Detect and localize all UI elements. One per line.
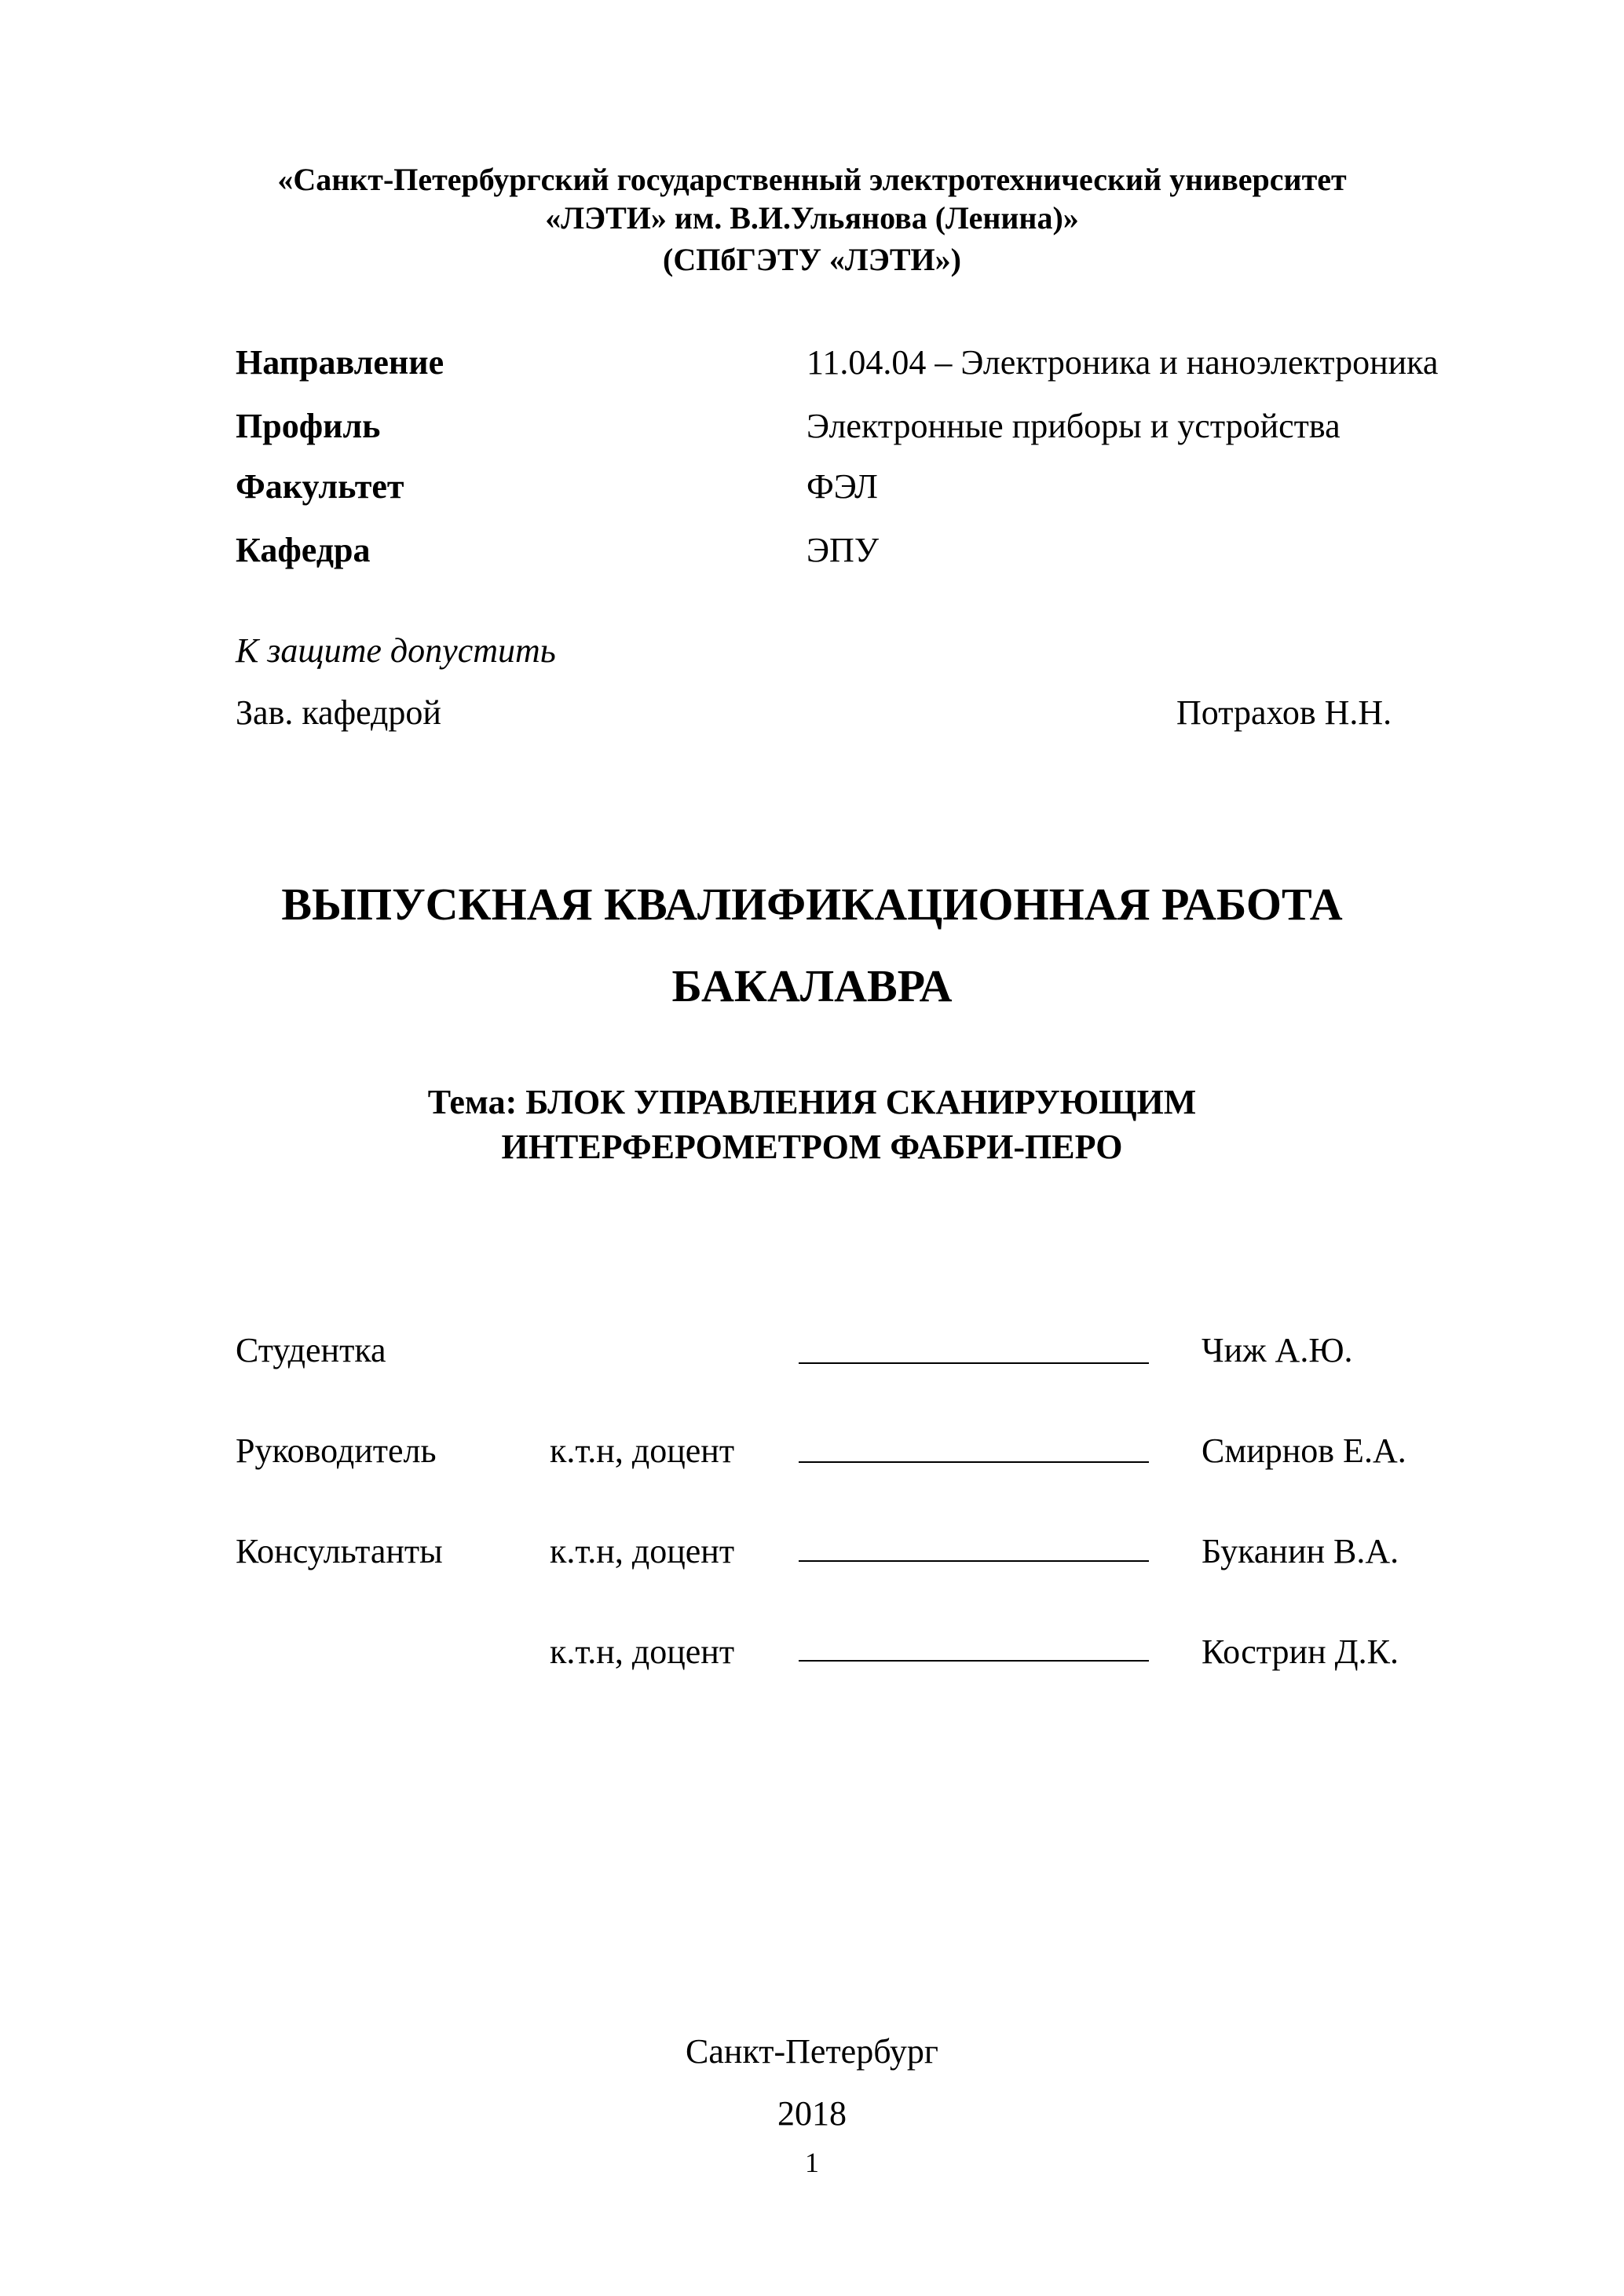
signature-name: Кострин Д.К. (1202, 1632, 1399, 1671)
signature-degree: к.т.н, доцент (550, 1632, 735, 1671)
signature-degree: к.т.н, доцент (550, 1431, 735, 1470)
footer-city: Санкт-Петербург (686, 2032, 938, 2071)
signature-role: Консультанты (236, 1532, 443, 1570)
info-value-profile: Электронные приборы и устройства (807, 407, 1341, 445)
signature-line (799, 1362, 1149, 1364)
signature-line (799, 1461, 1149, 1463)
approval-role: Зав. кафедрой (236, 693, 441, 732)
university-abbreviation: (СПбГЭТУ «ЛЭТИ») (663, 242, 961, 277)
document-title-line1: ВЫПУСКНАЯ КВАЛИФИКАЦИОННАЯ РАБОТА (281, 879, 1343, 930)
info-value-department: ЭПУ (807, 531, 879, 569)
info-value-direction: 11.04.04 – Электроника и наноэлектроника (807, 343, 1439, 382)
info-label-department: Кафедра (236, 531, 371, 569)
signature-name: Смирнов Е.А. (1202, 1431, 1406, 1470)
document-title-line2: БАКАЛАВРА (671, 960, 953, 1011)
info-label-profile: Профиль (236, 407, 381, 445)
info-label-faculty: Факультет (236, 467, 404, 506)
info-label-direction: Направление (236, 343, 444, 382)
university-name-line1: «Санкт-Петербургский государственный электротехнический университет (277, 162, 1347, 197)
signature-role: Студентка (236, 1331, 386, 1369)
theme-line2: ИНТЕРФЕРОМЕТРОМ ФАБРИ-ПЕРО (501, 1128, 1123, 1166)
approval-name: Потрахов Н.Н. (1176, 693, 1392, 732)
footer-year: 2018 (777, 2094, 847, 2133)
signature-name: Буканин В.А. (1202, 1532, 1399, 1570)
signature-degree: к.т.н, доцент (550, 1532, 735, 1570)
page-number: 1 (805, 2147, 819, 2178)
signature-name: Чиж А.Ю. (1202, 1331, 1353, 1369)
signature-line (799, 1660, 1149, 1662)
signature-role: Руководитель (236, 1431, 437, 1470)
signature-line (799, 1560, 1149, 1562)
university-name-line2: «ЛЭТИ» им. В.И.Ульянова (Ленина)» (545, 200, 1079, 236)
info-value-faculty: ФЭЛ (807, 467, 878, 506)
theme-line1: Тема: БЛОК УПРАВЛЕНИЯ СКАНИРУЮЩИМ (427, 1083, 1197, 1121)
approval-note: К защите допустить (236, 631, 556, 670)
